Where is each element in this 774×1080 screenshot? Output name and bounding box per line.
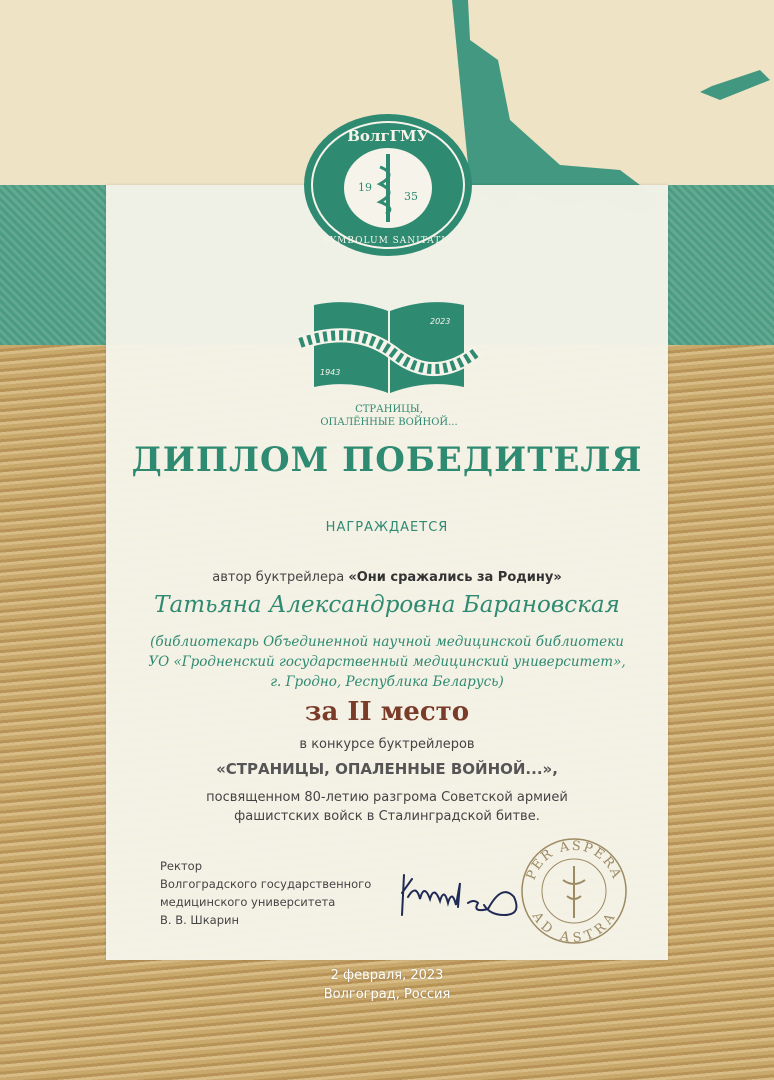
signatory-line: медицинского университета [160, 895, 336, 909]
dedication-line: фашистских войск в Сталинградской битве. [234, 809, 540, 824]
signatory-line: Ректор [160, 859, 202, 873]
signatory-line: В. В. Шкарин [160, 913, 239, 927]
affiliation-line: УО «Гродненский государственный медицинский университет», [148, 654, 626, 670]
seal-top-text: PER ASPERA [523, 838, 625, 883]
author-line [106, 570, 668, 585]
emblem-year-left: 19 [358, 181, 372, 194]
dedication-line: посвященном 80-летию разгрома Советской армией [206, 790, 568, 805]
recipient-name: Татьяна Александровна Барановская [154, 592, 620, 618]
contest-logo [296, 293, 482, 433]
affiliation-line: (библиотекарь Объединенной научной медицинской библиотеки [150, 634, 624, 650]
logo-year-end: 2023 [430, 317, 451, 326]
logo-year-start: 1943 [320, 368, 341, 377]
contest-name: «СТРАНИЦЫ, ОПАЛЕННЫЕ ВОЙНОЙ...», [216, 760, 558, 778]
awarded-label: НАГРАЖДАЕТСЯ [325, 520, 449, 535]
signatory-line: Волгоградского государственного [160, 877, 372, 891]
logo-title-line2: ОПАЛЁННЫЕ ВОЙНОЙ... [320, 417, 458, 428]
emblem-year-right: 35 [404, 190, 418, 203]
rector-signature [398, 863, 524, 933]
per-aspera-seal [519, 836, 629, 946]
affiliation-line: г. Гродно, Республика Беларусь) [270, 674, 504, 690]
university-emblem [302, 112, 474, 258]
recipient-affiliation [106, 632, 668, 692]
footer [106, 966, 668, 1004]
emblem-motto: SYMBOLUM SANITATIS [323, 236, 453, 246]
emblem-name: ВолгГМУ [347, 127, 429, 145]
contest-line: в конкурсе буктрейлеров [299, 737, 475, 752]
logo-title-line1: СТРАНИЦЫ, [355, 404, 423, 415]
award-place: за II место [304, 697, 470, 727]
work-title: «Они сражались за Родину» [348, 570, 562, 585]
dedication [106, 788, 668, 826]
footer-place: Волгоград, Россия [323, 987, 451, 1002]
diploma-title: ДИПЛОМ ПОБЕДИТЕЛЯ [131, 440, 643, 480]
footer-date: 2 февраля, 2023 [330, 968, 444, 983]
author-prefix: автор буктрейлера [212, 570, 345, 585]
signatory-block [160, 857, 371, 929]
seal-bottom-text: AD ASTRA [528, 909, 620, 946]
